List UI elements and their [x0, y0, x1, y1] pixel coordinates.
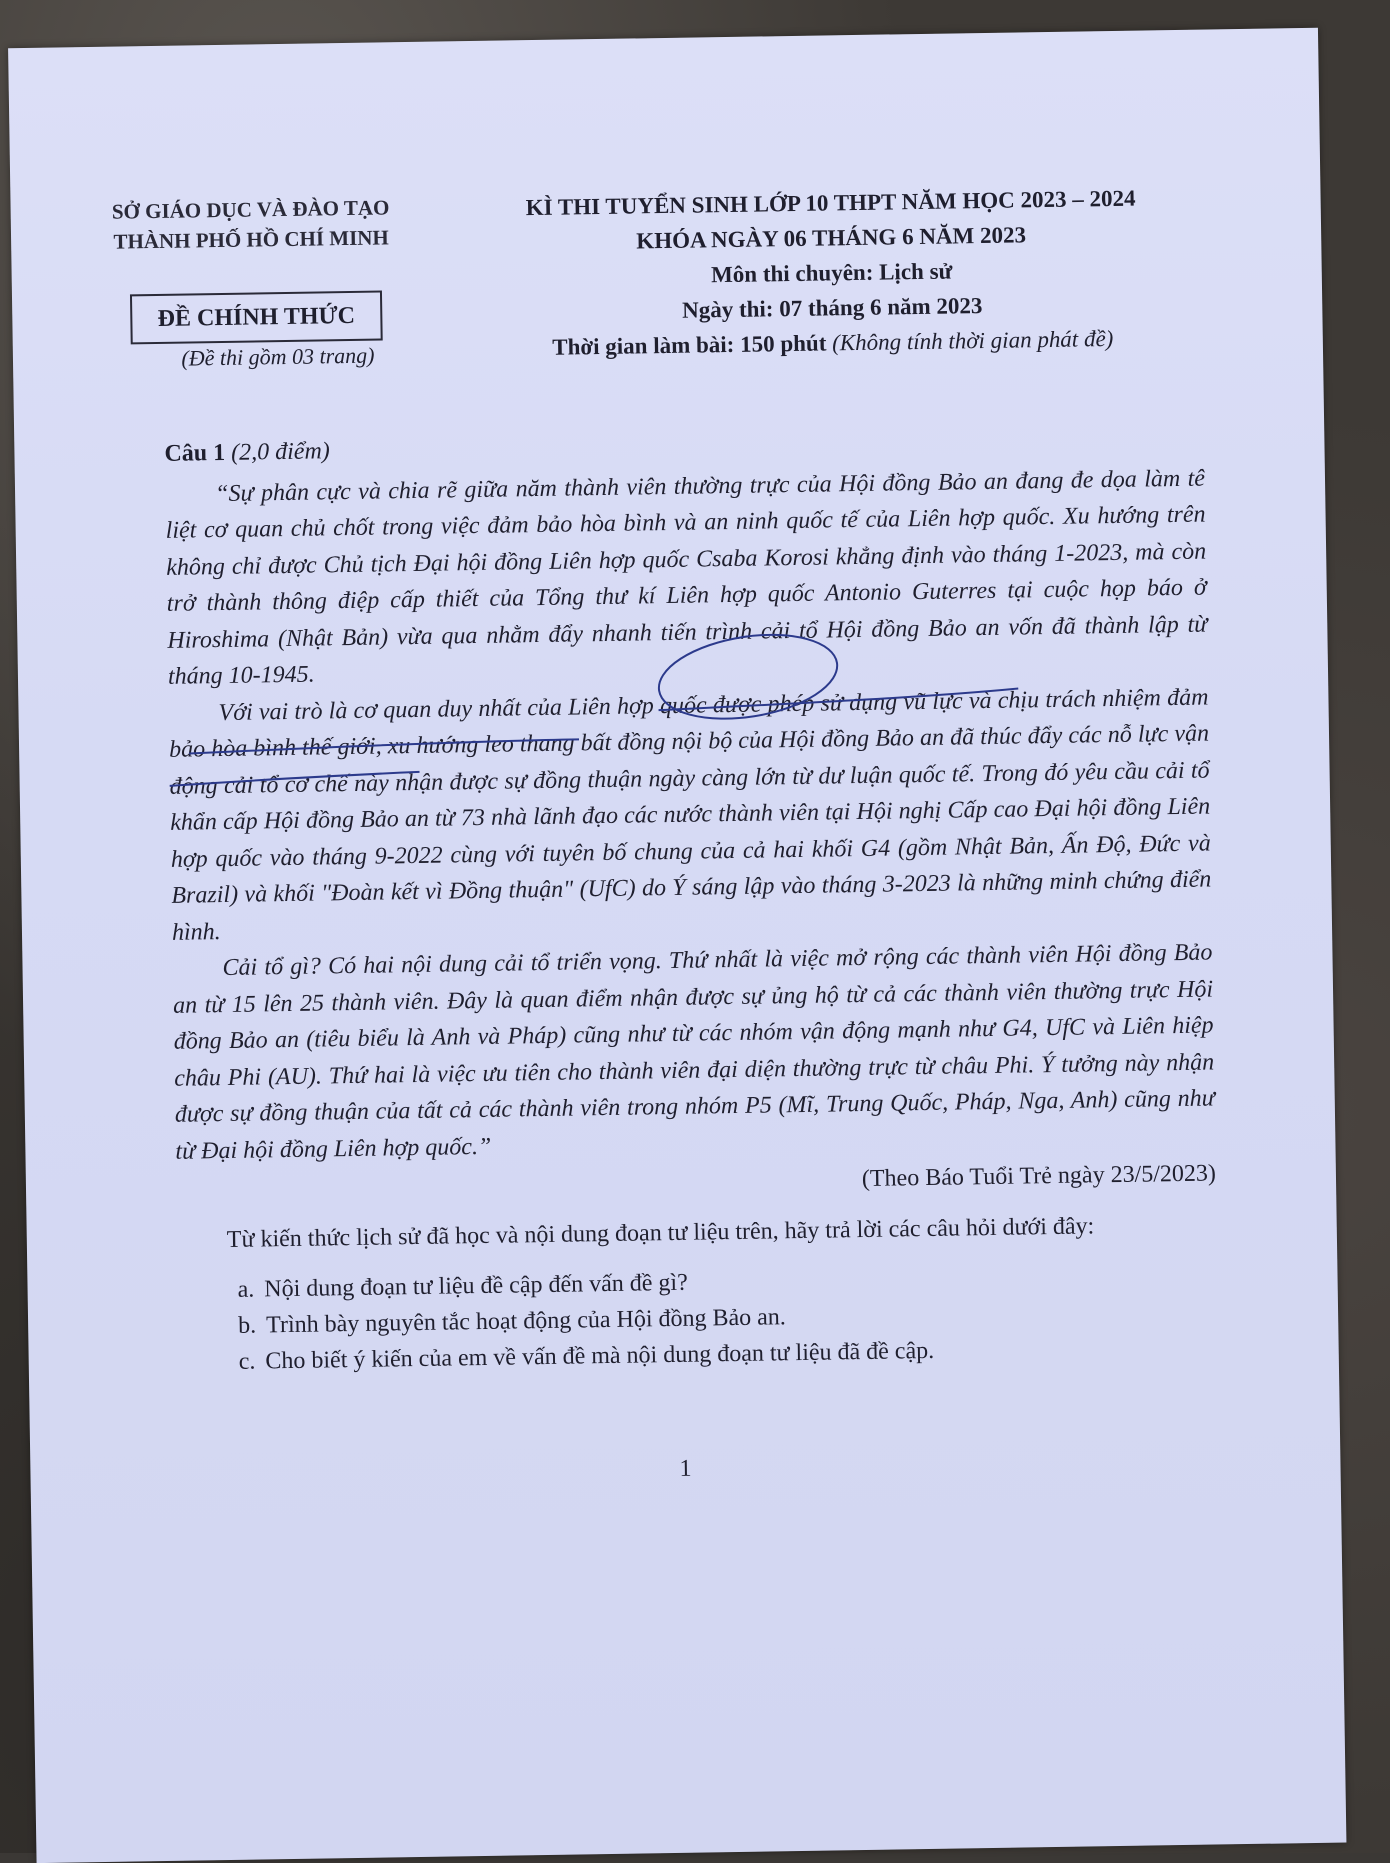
subquestion-text: Nội dung đoạn tư liệu đề cập đến vấn đề gì?	[264, 1269, 688, 1303]
subquestion-marker: c.	[238, 1348, 256, 1375]
passage-paragraph: Cải tổ gì? Có hai nội dung cải tổ triển vọng. Thứ nhất là việc mở rộng các thành viên Hội đồng Bảo an từ 15 lên 25 thành viên. Đây là quan điểm nhận được sự ủng hộ từ cả các thành viên thường trực Hội đồng Bảo an (tiêu biểu là Anh và Pháp) cũng như từ các nhóm vận động mạnh như G4, UfC và Liên hiệp châu Phi (AU). Thứ hai là việc ưu tiên cho thành viên đại diện thường trực từ châu Phi. Ý tưởng này nhận được sự đồng thuận của tất cả các thành viên trong nhóm P5 (Mĩ, Trung Quốc, Pháp, Nga, Anh) cũng như từ Đại hội đồng Liên hợp quốc.”	[172, 939, 1215, 1165]
passage-paragraph: “Sự phân cực và chia rẽ giữa năm thành viên thường trực của Hội đồng Bảo an đang đe dọa làm tê liệt cơ quan chủ chốt trong việc đảm bảo hòa bình và an ninh quốc tế của Liên hợp quốc. Xu hướng trên không chỉ được Chủ tịch Đại hội đồng Liên hợp quốc Csaba Korosi khẳng định vào tháng 1-2023, mà còn trở thành thông điệp cấp thiết của Tổng thư kí Liên hợp quốc Antonio Guterres tại cuộc họp báo ở Hiroshima (Nhật Bản) vừa qua nhằm đẩy nhanh tiến trình cải tổ Hội đồng Bảo an vốn đã thành lập từ tháng 10-1945.	[165, 465, 1208, 690]
subquestion-text: Trình bày nguyên tắc hoạt động của Hội đồng Bảo an.	[265, 1304, 787, 1339]
exam-header	[470, 180, 1193, 366]
pages-note: (Đề thi gồm 03 trang)	[181, 342, 375, 371]
department-line-1: SỞ GIÁO DỤC VÀ ĐÀO TẠO	[111, 195, 390, 224]
subquestion-marker: b.	[237, 1312, 257, 1339]
exam-date: Ngày thi: 07 tháng 6 năm 2023	[681, 293, 983, 323]
passage-source: (Theo Báo Tuổi Trẻ ngày 23/5/2023)	[861, 1160, 1217, 1193]
exam-paper	[8, 28, 1346, 1863]
subquestion-marker: a.	[237, 1276, 255, 1303]
question-points: (2,0 điểm)	[230, 438, 330, 466]
source-passage	[165, 460, 1216, 1170]
question-section	[164, 420, 1219, 1381]
question-label: Câu 1	[164, 439, 226, 467]
official-stamp-box: ĐỀ CHÍNH THỨC	[130, 290, 383, 344]
exam-duration: Thời gian làm bài: 150 phút	[552, 330, 827, 360]
page-number: 1	[679, 1455, 692, 1482]
department-line-2: THÀNH PHỐ HỒ CHÍ MINH	[113, 225, 389, 254]
issuer-block	[80, 192, 421, 257]
exam-subject: Môn thi chuyên: Lịch sử	[710, 258, 953, 288]
subquestion-list	[237, 1256, 1219, 1379]
exam-session: KHÓA NGÀY 06 THÁNG 6 NĂM 2023	[636, 222, 1027, 254]
exam-duration-note: (Không tính thời gian phát đề)	[831, 325, 1114, 356]
exam-title: KÌ THI TUYỂN SINH LỚP 10 THPT NĂM HỌC 2023 – 2024	[525, 185, 1136, 221]
passage-paragraph: Với vai trò là cơ quan duy nhất của Liên hợp quốc được phép sử dụng vũ lực và chịu trách nhiệm đảm bảo hòa bình thế giới, xu hướng leo thang bất đồng nội bộ của Hội đồng Bảo an đã thúc đẩy các nỗ lực vận động cải tổ cơ chế này nhận được sự đồng thuận ngày càng lớn từ dư luận quốc tế. Trong đó yêu cầu cải tổ khẩn cấp Hội đồng Bảo an từ 73 nhà lãnh đạo các nước thành viên tại Hội nghị Cấp cao Đại hội đồng Liên hợp quốc vào tháng 9-2022 cùng với tuyên bố chung của cả hai khối G4 (gồm Nhật Bản, Ấn Độ, Đức và Brazil) và khối "Đoàn kết vì Đồng thuận" (UfC) do Ý sáng lập vào tháng 3-2023 là những minh chứng điển hình.	[168, 684, 1212, 946]
question-prompt: Từ kiến thức lịch sử đã học và nội dung đoạn tư liệu trên, hãy trả lời các câu hỏi dưới đây:	[226, 1212, 1095, 1253]
subquestion-text: Cho biết ý kiến của em về vấn đề mà nội dung đoạn tư liệu đã đề cập.	[265, 1337, 935, 1375]
